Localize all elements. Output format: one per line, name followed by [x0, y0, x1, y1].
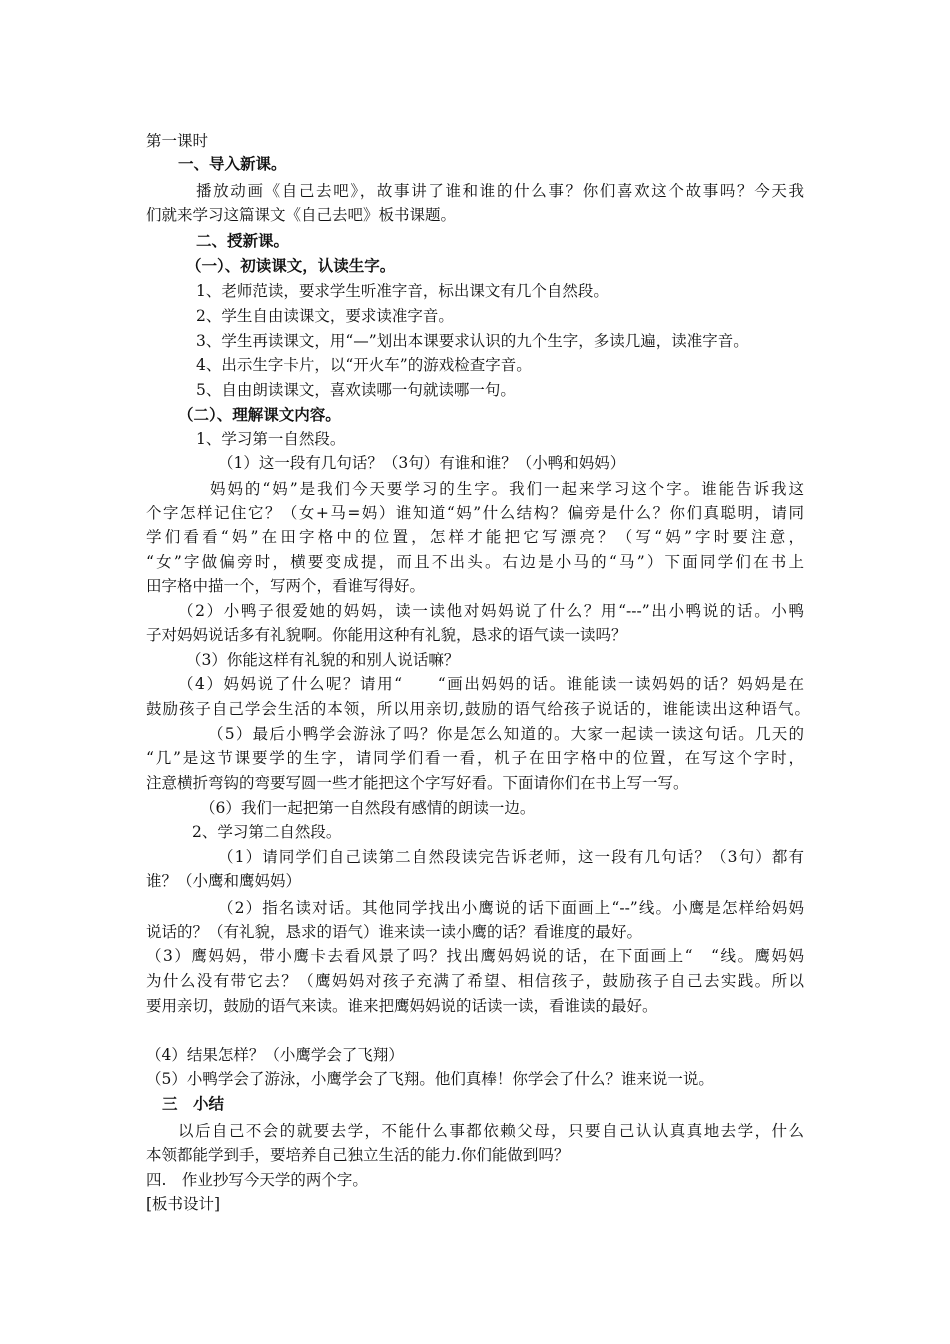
board-design-label: [板书设计]	[146, 1195, 221, 1213]
paragraph-line: 田字格中描一个，写两个，看谁写得好。	[146, 577, 426, 595]
list-item: 2、学习第二自然段。	[192, 823, 342, 841]
paragraph-line: “几”是这节课要学的生字，请同学们看一看，机子在田字格中的位置，在写这个字时，	[146, 749, 804, 767]
paragraph-line: 谁？（小鹰和鹰妈妈）	[146, 872, 302, 890]
paragraph-line: 鼓励孩子自己学会生活的本领，所以用亲切,鼓励的语气给孩子说话的，谁能读出这种语气。	[146, 700, 810, 718]
subsection-heading: （一）、初读课文，认读生字。	[186, 256, 396, 275]
paragraph-line: 注意横折弯钩的弯要写圆一些才能把这个字写好看。下面请你们在书上写一写。	[146, 774, 689, 792]
section-heading-homework: 四. 作业抄写今天学的两个字。	[146, 1171, 368, 1189]
section-heading-new-lesson: 二、授新课。	[196, 231, 290, 250]
paragraph-line: 妈妈的“妈”是我们今天要学习的生字。我们一起来学习这个字。谁能告诉我这	[210, 480, 804, 498]
paragraph-line: （1）请同学们自己读第二自然段读完告诉老师，这一段有几句话？（3句）都有	[218, 848, 804, 866]
paragraph-line: （3）你能这样有礼貌的和别人说话嘛？	[186, 651, 460, 669]
paragraph-line: （6）我们一起把第一自然段有感情的朗读一边。	[200, 799, 536, 817]
paragraph-line: （3）鹰妈妈，带小鹰卡去看风景了吗？找出鹰妈妈说的话，在下面画上“ “线。鹰妈妈	[146, 947, 804, 965]
paragraph-line: （2）指名读对话。其他同学找出小鹰说的话下面画上“--”线。小鹰是怎样给妈妈	[218, 899, 804, 917]
paragraph-line: 本领都能学到手，要培养自己独立生活的能力.你们能做到吗？	[146, 1146, 570, 1164]
paragraph-line: 说话的？（有礼貌，恳求的语气）谁来读一读小鹰的话？看谁度的最好。	[146, 923, 643, 941]
section-heading-intro: 一、导入新课。	[178, 154, 287, 173]
paragraph-line: 学们看看“妈”在田字格中的位置，怎样才能把它写漂亮？（写“妈”字时要注意，	[146, 528, 804, 546]
section-heading-summary: 三 小结	[162, 1094, 225, 1113]
paragraph-line: 以后自己不会的就要去学，不能什么事都依赖父母，只要自己认认真真地去学，什么	[178, 1122, 804, 1140]
paragraph-line: （4）妈妈说了什么呢？请用“ “画出妈妈的话。谁能读一读妈妈的话？妈妈是在	[178, 675, 804, 693]
paragraph-line: （1）这一段有几句话？（3句）有谁和谁？（小鸭和妈妈）	[218, 454, 626, 472]
list-item: （5）小鸭学会了游泳，小鹰学会了飞翔。他们真棒！你学会了什么？谁来说一说。	[146, 1070, 714, 1088]
list-item: 4、出示生字卡片，以“开火车”的游戏检查字音。	[196, 356, 532, 374]
subsection-heading: （二）、理解课文内容。	[178, 405, 341, 424]
paragraph-line: 们就来学习这篇课文《自己去吧》板书课题。	[146, 206, 457, 224]
list-item: 1、老师范读，要求学生听准字音，标出课文有几个自然段。	[196, 282, 609, 300]
list-item: 1、学习第一自然段。	[196, 430, 346, 448]
list-item: 3、学生再读课文，用“—”划出本课要求认识的九个生字，多读几遍，读准字音。	[196, 332, 749, 350]
paragraph-line: 个字怎样记住它？（女+马=妈）谁知道“妈”什么结构？偏旁是什么？你们真聪明，请同	[146, 504, 804, 522]
paragraph-line: 为什么没有带它去？（鹰妈妈对孩子充满了希望、相信孩子，鼓励孩子自己去实践。所以	[146, 972, 804, 990]
lesson-period-heading: 第一课时	[146, 132, 209, 150]
paragraph-line: “女”字做偏旁时，横要变成提，而且不出头。右边是小马的“马”）下面同学们在书上	[146, 553, 804, 571]
list-item: （4）结果怎样？（小鹰学会了飞翔）	[146, 1046, 404, 1064]
list-item: 2、学生自由读课文，要求读准字音。	[196, 307, 454, 325]
paragraph-line: 子对妈妈说话多有礼貌啊。你能用这种有礼貌，恳求的语气读一读吗？	[146, 626, 627, 644]
paragraph-line: 要用亲切，鼓励的语气来读。谁来把鹰妈妈说的话读一读，看谁读的最好。	[146, 997, 658, 1015]
paragraph-line: （5）最后小鸭学会游泳了吗？你是怎么知道的。大家一起读一读这句话。几天的	[208, 725, 804, 743]
paragraph-line: 播放动画《自己去吧》，故事讲了谁和谁的什么事？你们喜欢这个故事吗？今天我	[196, 182, 804, 200]
paragraph-line: （2）小鸭子很爱她的妈妈，读一读他对妈妈说了什么？用“---”出小鸭说的话。小鸭	[178, 602, 804, 620]
list-item: 5、自由朗读课文，喜欢读哪一句就读哪一句。	[196, 381, 516, 399]
